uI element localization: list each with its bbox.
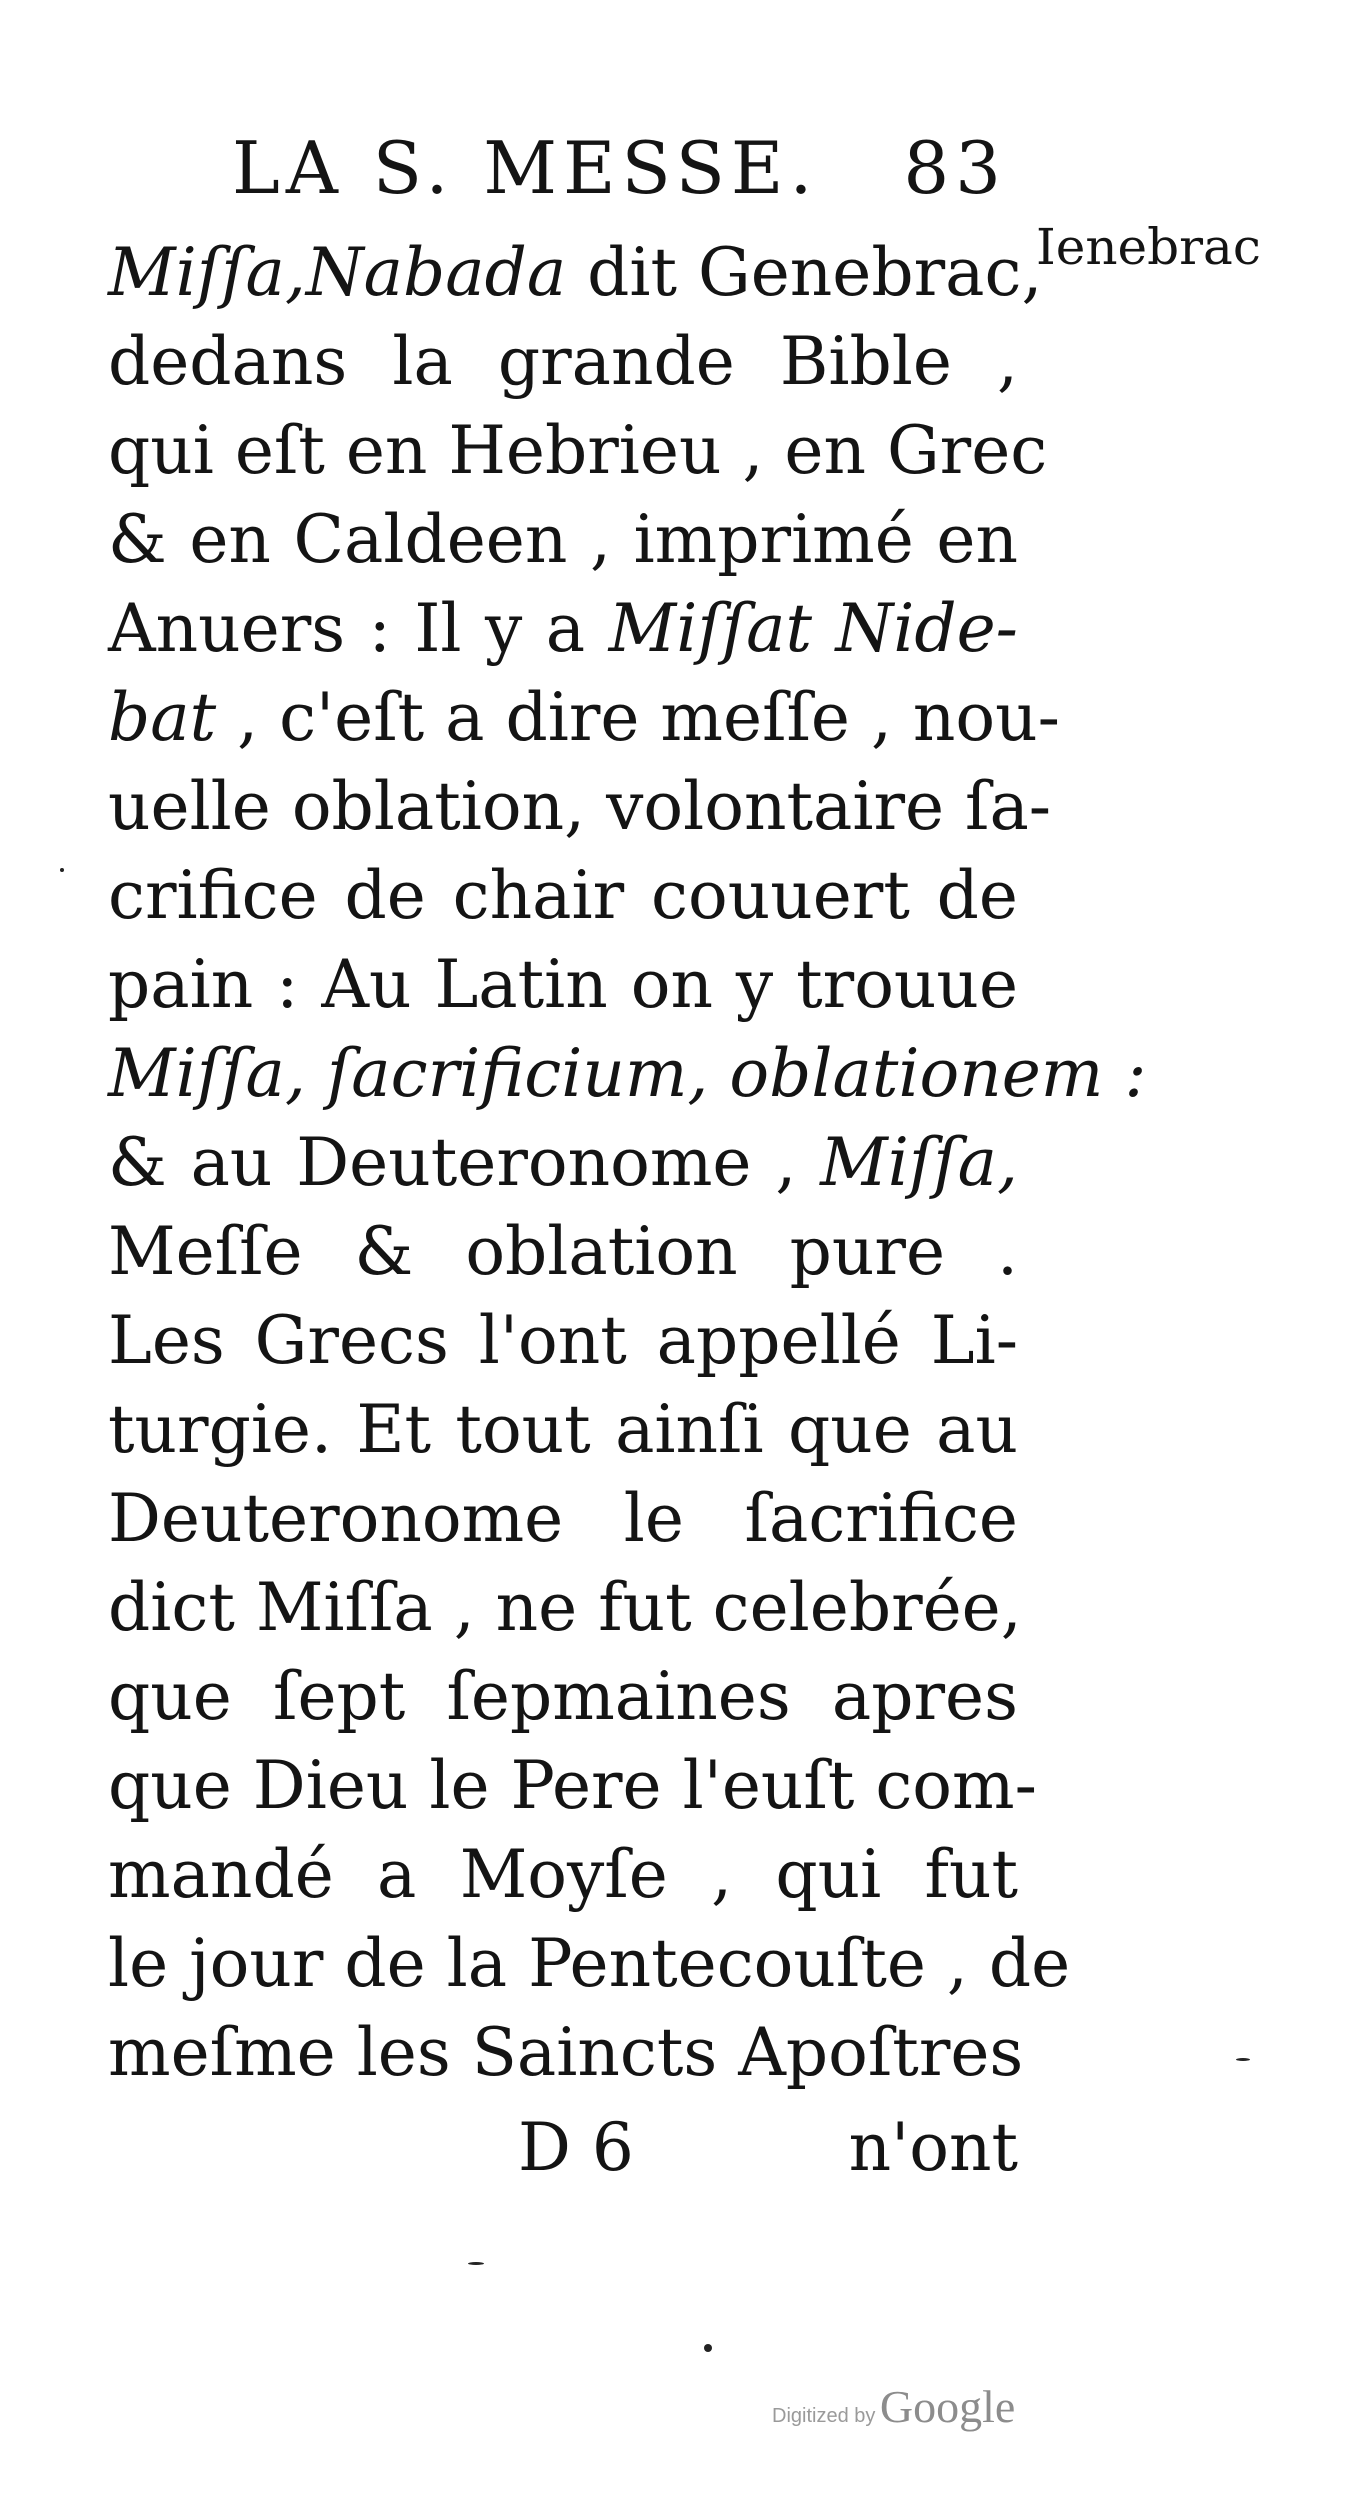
italic-segment: Miſſa,Nabada: [108, 234, 567, 311]
text-segment: turgie. Et tout ainſi que au: [108, 1391, 1018, 1468]
text-segment: dit Genebrac,: [566, 234, 1043, 311]
text-segment: Meſſe & oblation pure .: [108, 1213, 1018, 1290]
ink-speck: [1236, 2058, 1250, 2061]
text-segment: mandé a Moyſe , qui fut: [108, 1836, 1018, 1913]
running-title: LA S. MESSE.: [232, 126, 819, 210]
text-segment: que Dieu le Pere l'euſt com-: [108, 1747, 1037, 1824]
italic-segment: bat: [108, 679, 217, 756]
ink-speck: [704, 2344, 712, 2352]
text-line: [108, 940, 1018, 1029]
text-line: [108, 1741, 1037, 1830]
text-line: [108, 673, 1060, 762]
text-line: [108, 1385, 1018, 1474]
text-line: [108, 1563, 1022, 1652]
margin-note: Ienebrac: [1036, 218, 1261, 276]
text-line: [108, 1207, 1018, 1296]
text-line: [108, 1029, 1147, 1118]
text-segment: pain : Au Latin on y trouue: [108, 946, 1018, 1023]
text-segment: dedans la grande Bible ,: [108, 323, 1018, 400]
text-segment: qui eſt en Hebrieu , en Grec: [108, 412, 1048, 489]
google-logo-text: Google: [879, 2381, 1016, 2432]
italic-segment: Miſſa,: [820, 1124, 1018, 1201]
text-line: [108, 851, 1018, 940]
text-segment: que ſept ſepmaines apres: [108, 1658, 1018, 1735]
digitized-prefix: Digitized by: [772, 2405, 876, 2427]
text-segment: uelle oblation, volontaire ſa-: [108, 768, 1052, 845]
text-segment: Les Grecs l'ont appellé Li-: [108, 1302, 1018, 1379]
text-line: [108, 495, 1018, 584]
text-line: [108, 317, 1018, 406]
text-segment: crifice de chair couuert de: [108, 857, 1018, 934]
text-segment: & au Deuteronome ,: [108, 1124, 821, 1201]
text-segment: Deuteronome le ſacrifice: [108, 1480, 1018, 1557]
page-number: 83: [903, 126, 1007, 210]
text-line: [108, 1652, 1018, 1741]
text-line: [108, 762, 1052, 851]
text-line: [108, 1830, 1018, 1919]
text-line: [108, 2008, 1024, 2097]
ink-speck: [60, 868, 64, 872]
text-segment: dict Miſſa , ne fut celebrée,: [108, 1569, 1022, 1646]
text-segment: & en Caldeen , imprimé en: [108, 501, 1018, 578]
digitized-by-watermark: [772, 2380, 1015, 2433]
italic-segment: Miſſat Nide-: [608, 590, 1018, 667]
signature-mark: D 6: [518, 2109, 634, 2186]
text-line: [108, 406, 1048, 495]
text-segment: meſme les Saincts Apoſtres: [108, 2014, 1024, 2091]
text-line: [108, 1296, 1018, 1385]
text-line: [108, 1118, 1018, 1207]
text-segment: Anuers : Il y a: [108, 590, 609, 667]
text-line: [108, 584, 1018, 673]
text-line: [108, 1919, 1071, 2008]
text-line: [108, 1474, 1018, 1563]
text-line: [108, 228, 1043, 317]
ink-speck: [468, 2262, 484, 2265]
italic-segment: Miſſa, ſacrificium, oblationem :: [108, 1035, 1147, 1112]
catchword: n'ont: [848, 2109, 1018, 2186]
body-text: [108, 228, 1147, 2097]
running-header: [232, 118, 1007, 218]
text-segment: le jour de la Pentecouſte , de: [108, 1925, 1071, 2002]
page-footer: [108, 2098, 1018, 2198]
text-segment: , c'eſt a dire meſſe , nou-: [216, 679, 1060, 756]
